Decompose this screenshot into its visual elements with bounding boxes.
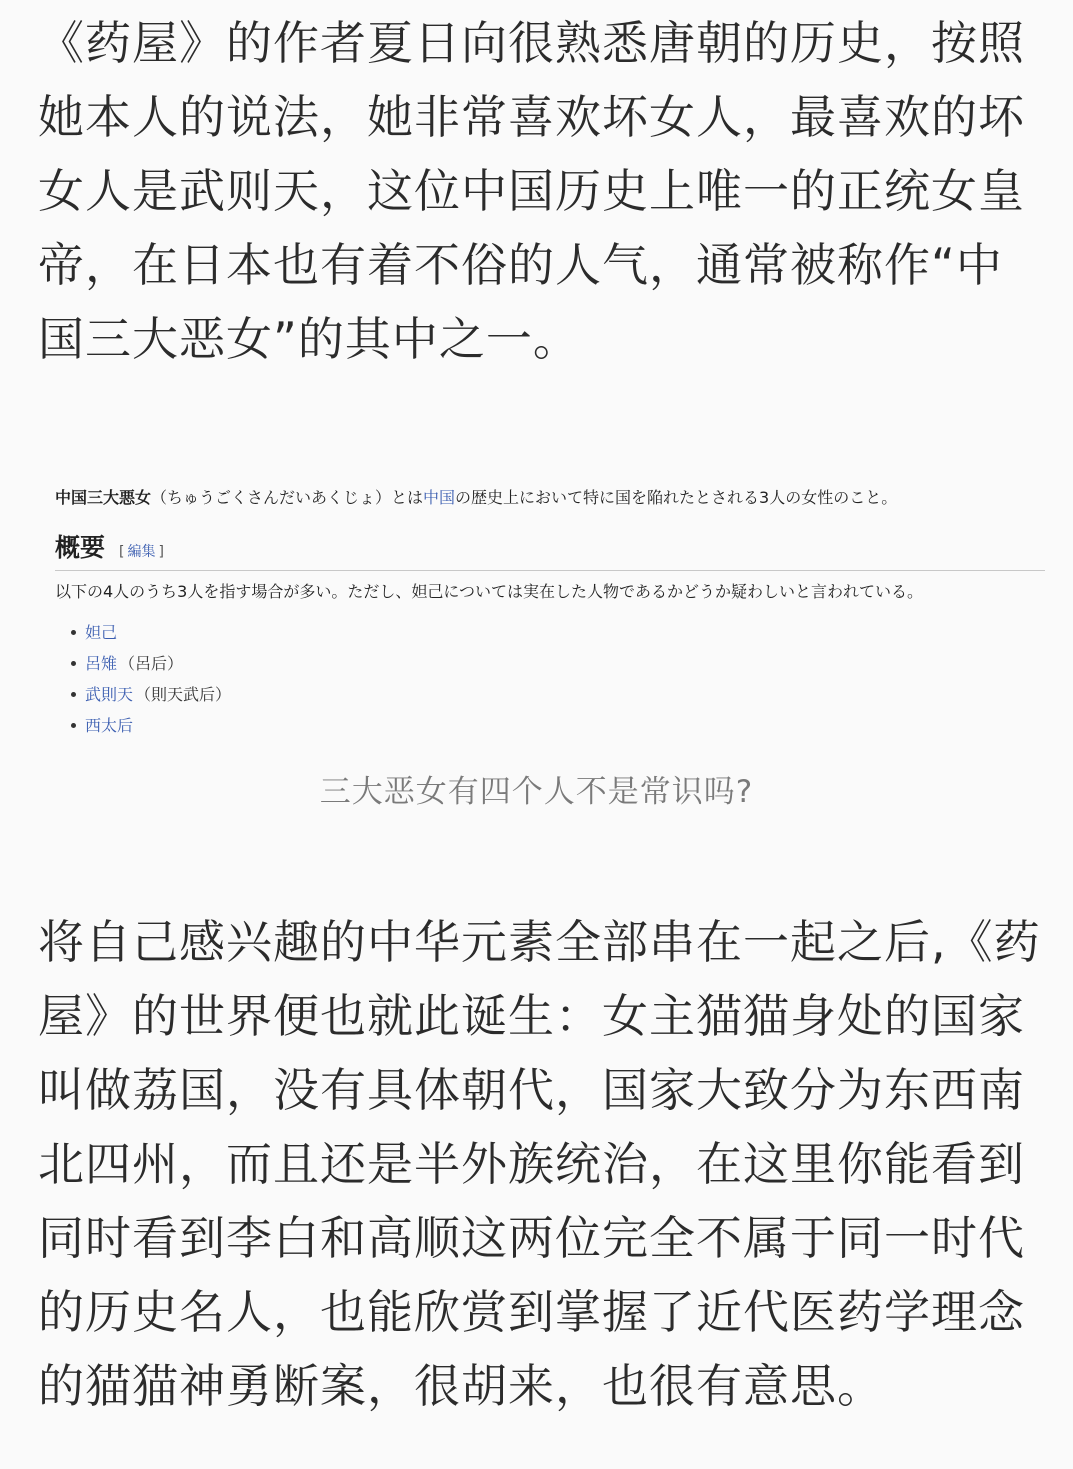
list-item — [71, 679, 1045, 710]
wiki-section-header — [55, 528, 1045, 571]
image-caption: 三大恶女有四个人不是常识吗? — [319, 774, 754, 810]
wikipedia-screenshot — [55, 480, 1045, 741]
list-item — [71, 617, 1045, 648]
wiki-lead-reading: （ちゅうごくさんだいあくじょ）とは — [151, 488, 424, 507]
wiki-body-text: 以下の4人のうち3人を指す場合が多い。ただし、妲己については実在した人物であるかどうか疑わしいと言われている。 — [55, 582, 924, 601]
bullet-icon — [71, 692, 76, 697]
wiki-edit-bracket-close: ] — [158, 544, 164, 560]
wiki-lead-title: 中国三大悪女 — [55, 488, 152, 507]
wiki-link-daji[interactable]: 妲己 — [85, 623, 118, 642]
list-item-note: （則天武后） — [135, 685, 232, 704]
bullet-icon — [71, 723, 76, 728]
wiki-lead-line — [55, 480, 1045, 516]
list-item — [71, 648, 1045, 679]
bullet-icon — [71, 630, 76, 635]
wiki-section-heading: 概要 — [55, 533, 106, 562]
list-item-note: （呂后） — [119, 654, 184, 673]
wiki-link-cixi[interactable]: 西太后 — [85, 716, 134, 735]
wiki-link-china[interactable]: 中国 — [423, 488, 456, 507]
wiki-lead-rest: の歴史上において特に国を陥れたとされる3人の女性のこと。 — [455, 488, 898, 507]
body-paragraph: 将自己感兴趣的中华元素全部串在一起之后,《药屋》的世界便也就此诞生：女主猫猫身处的国家叫做荔国，没有具体朝代，国家大致分为东西南北四州，而且还是半外族统治，在这里你能看到同时看到李白和高顺这两位完全不属于同一时代的历史名人，也能欣赏到掌握了近代医药学理念的猫猫神勇断案，很胡来，也很有意思。 — [38, 915, 1041, 1413]
intro-paragraph: 《药屋》的作者夏日向很熟悉唐朝的历史，按照她本人的说法，她非常喜欢坏女人，最喜欢的坏女人是武则天，这位中国历史上唯一的正统女皇帝，在日本也有着不俗的人气，通常被称作“中国三大恶女”的其中之一。 — [38, 16, 1025, 366]
bullet-icon — [71, 661, 76, 666]
wiki-edit-bracket-open: [ — [119, 544, 125, 560]
wiki-edit-link[interactable]: 編集 — [127, 544, 156, 560]
wiki-link-wuzetian[interactable]: 武則天 — [85, 685, 134, 704]
wiki-link-lvzhi[interactable]: 呂雉 — [85, 654, 118, 673]
list-item — [71, 710, 1045, 741]
wiki-list — [55, 617, 1045, 741]
wiki-edit-section — [119, 541, 164, 561]
